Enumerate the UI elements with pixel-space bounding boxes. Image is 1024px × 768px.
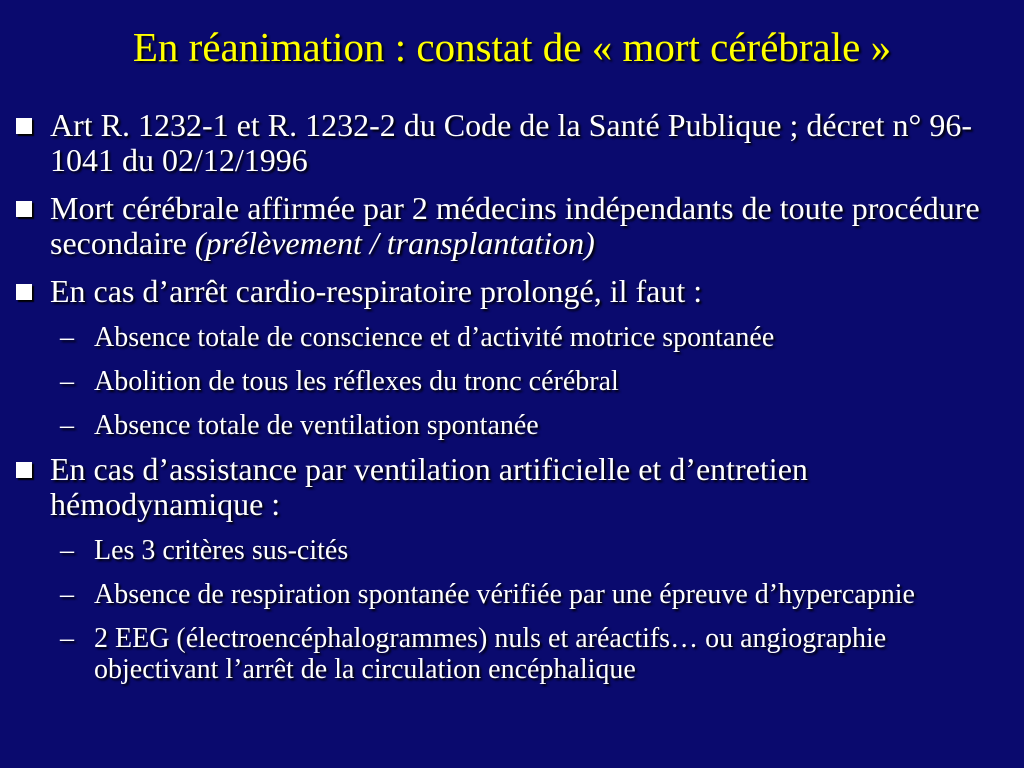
dash-marker: –: [60, 322, 74, 353]
square-bullet-icon: [16, 462, 32, 478]
sub-item: [12, 535, 1012, 566]
square-bullet-icon: [16, 284, 32, 300]
sub-item-text: Absence de respiration spontanée vérifiée par une épreuve d’hypercapnie: [94, 579, 915, 610]
dash-marker: –: [60, 579, 74, 610]
dash-marker: –: [60, 535, 74, 566]
bullet-text: En cas d’assistance par ventilation artificielle et d’entretien hémodynamique :: [50, 451, 808, 522]
bullet-italic-text: (prélèvement / transplantation): [194, 225, 595, 261]
bullet-text: Art R. 1232-1 et R. 1232-2 du Code de la Santé Publique ; décret n° 96-1041 du 02/12/1996: [50, 107, 972, 178]
sub-item: [12, 623, 1012, 685]
square-bullet-icon: [16, 118, 32, 134]
sub-item-text: Absence totale de conscience et d’activité motrice spontanée: [94, 322, 775, 353]
bullet-item: [12, 274, 1012, 309]
slide-content: [12, 108, 1012, 698]
dash-marker: –: [60, 410, 74, 441]
bullet-item: [12, 108, 1012, 178]
slide-title: En réanimation : constat de « mort cérébrale »: [132, 24, 892, 70]
sub-item: [12, 322, 1012, 353]
bullet-item: [12, 452, 1012, 522]
dash-marker: –: [60, 366, 74, 397]
dash-marker: –: [60, 623, 74, 654]
sub-item-text: Absence totale de ventilation spontanée: [94, 410, 539, 441]
sub-item-text: 2 EEG (électroencéphalogrammes) nuls et aréactifs… ou angiographie objectivant l’arrêt de la circulation encéphalique: [94, 623, 887, 685]
sub-item: [12, 410, 1012, 441]
bullet-text: Mort cérébrale affirmée par 2 médecins indépendants de toute procédure secondaire: [50, 190, 980, 261]
sub-item: [12, 579, 1012, 610]
bullet-text: En cas d’arrêt cardio-respiratoire prolongé, il faut :: [50, 273, 703, 309]
bullet-item: [12, 191, 1012, 261]
sub-item-text: Abolition de tous les réflexes du tronc cérébral: [94, 366, 619, 397]
sub-item: [12, 366, 1012, 397]
sub-item-text: Les 3 critères sus-cités: [94, 535, 349, 566]
square-bullet-icon: [16, 201, 32, 217]
